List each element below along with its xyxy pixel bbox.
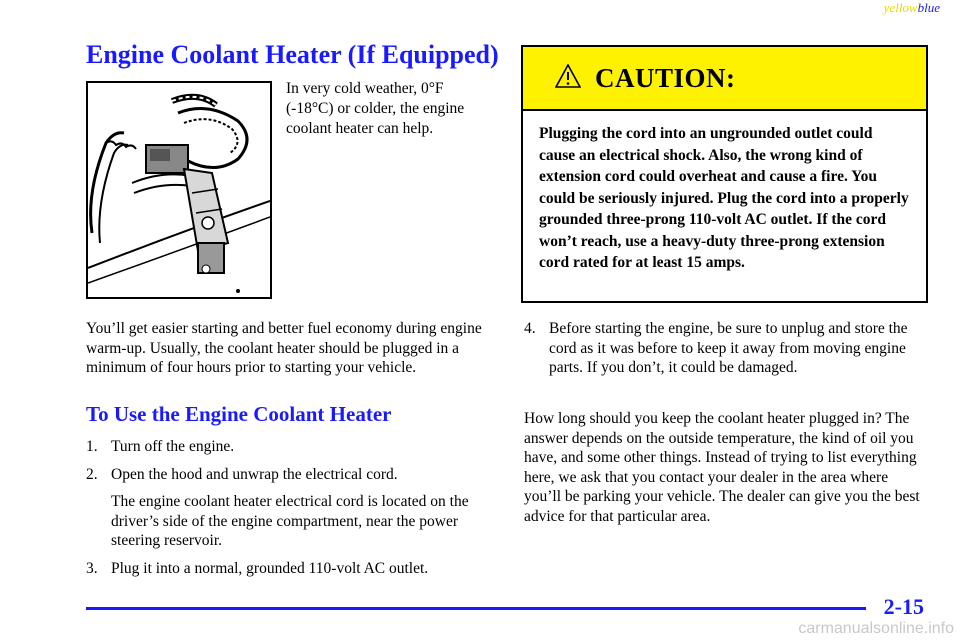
section-heading: To Use the Engine Coolant Heater xyxy=(86,402,392,426)
coolant-heater-figure xyxy=(86,81,272,299)
caution-title: CAUTION: xyxy=(595,62,736,93)
footer-rule xyxy=(86,607,866,610)
list-item xyxy=(524,319,924,378)
color-tag-blue: blue xyxy=(917,0,940,15)
paragraph-warmup: You’ll get easier starting and better fuel economy during engine warm-up. Usually, the coolant heater should be plugged in a minimum of four hours prior to starting your vehicle. xyxy=(86,320,482,377)
step-text: Open the hood and unwrap the electrical cord. xyxy=(111,465,398,483)
steps-list-continued xyxy=(524,319,924,378)
paragraph-duration: How long should you keep the coolant heater plugged in? The answer depends on the outside temperature, the kind of oil you have, and some other things. Instead of trying to list everything here, we ask that you contact your dealer in the area where you’ll be parking your vehicle. The dealer can give you the best advice for that particular area. xyxy=(524,410,920,525)
step-text: Before starting the engine, be sure to unplug and store the cord as it was before to keep it away from moving engine parts. If you don’t, it could be damaged. xyxy=(549,320,908,377)
step-text: Turn off the engine. xyxy=(111,438,235,455)
step-number: 1. xyxy=(86,438,98,455)
color-tag xyxy=(884,0,940,16)
watermark: carmanualsonline.info xyxy=(798,620,954,637)
steps-list xyxy=(86,437,496,587)
page-title: Engine Coolant Heater (If Equipped) xyxy=(86,40,499,69)
list-item xyxy=(86,437,496,457)
caution-text: Plugging the cord into an ungrounded outlet could cause an electrical shock. Also, the wrong kind of extension cord could overheat and cause a fire. You could be seriously injured. Plug the cord into a properly grounded three-prong 110-volt AC outlet. If the cord won’t reach, use a heavy-duty three-prong extension cord rated for at least 15 amps. xyxy=(539,125,909,271)
caution-box xyxy=(521,45,928,303)
step-number: 3. xyxy=(86,559,98,577)
list-item xyxy=(86,465,496,485)
intro-text: In very cold weather, 0°F (-18°C) or colder, the engine coolant heater can help. xyxy=(286,80,465,137)
step-number: 2. xyxy=(86,465,98,483)
step-number: 4. xyxy=(524,320,536,337)
warning-triangle-icon xyxy=(555,64,581,88)
page-number: 2-15 xyxy=(883,594,924,619)
step-text: Plug it into a normal, grounded 110-volt AC outlet. xyxy=(111,559,429,577)
step-2-note: The engine coolant heater electrical cord is located on the driver’s side of the engine compartment, near the power steering reservoir. xyxy=(111,493,469,550)
list-item xyxy=(86,559,496,579)
engine-coolant-heater-illustration xyxy=(88,83,270,297)
color-tag-yellow: yellow xyxy=(883,0,918,15)
caution-header xyxy=(523,47,926,111)
